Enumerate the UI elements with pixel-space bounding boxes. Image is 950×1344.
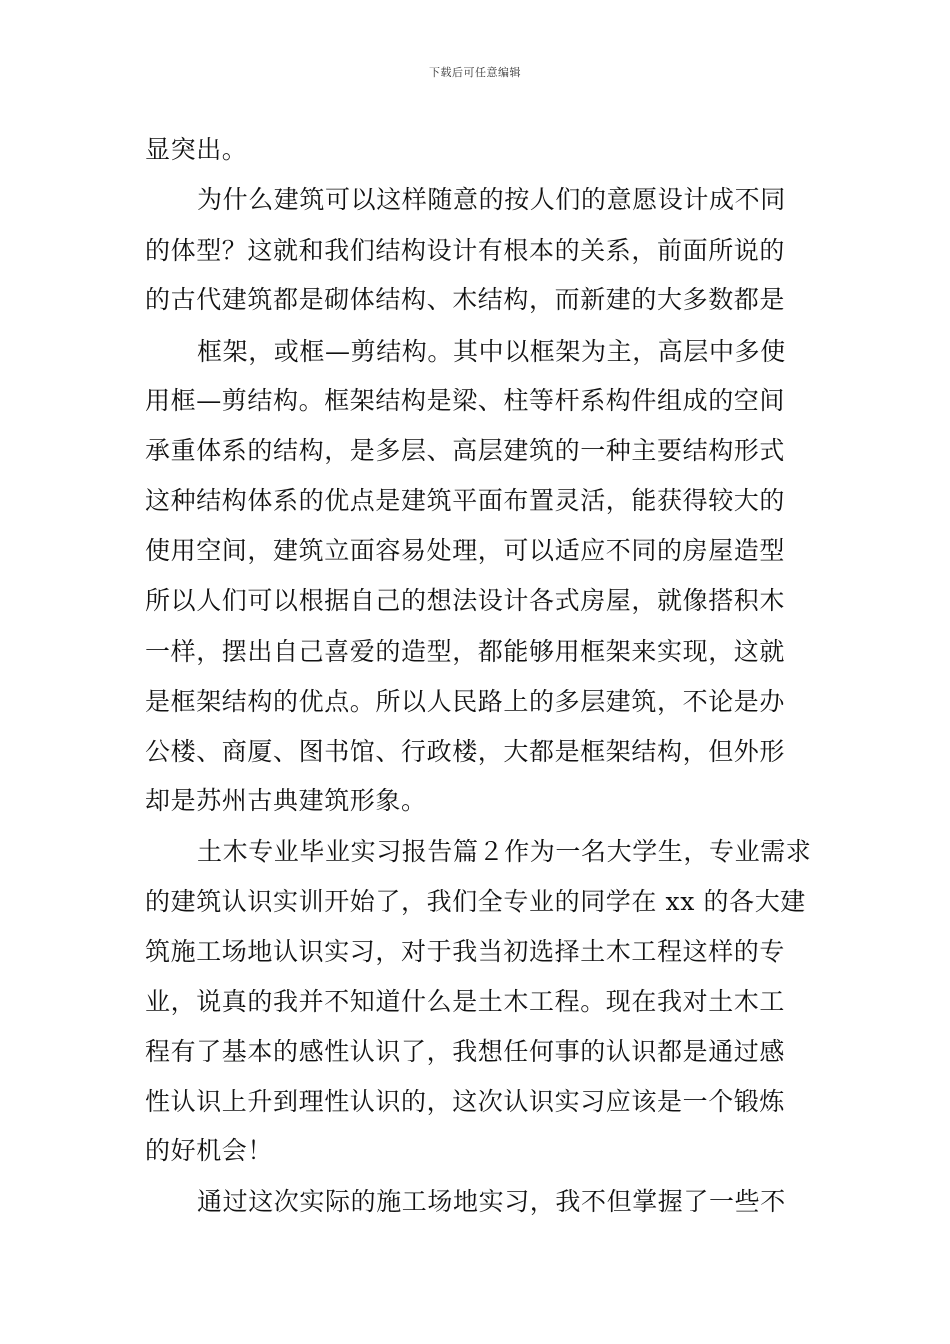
- page-header: 下载后可任意编辑: [429, 66, 521, 79]
- body-line: 使用空间，建筑立面容易处理，可以适应不同的房屋造型: [145, 536, 786, 565]
- body-line: 显突出。: [145, 135, 248, 164]
- body-line: 却是苏州古典建筑形象。: [145, 786, 427, 815]
- body-line: 程有了基本的感性认识了，我想任何事的认识都是通过感: [145, 1037, 786, 1066]
- body-line: 通过这次实际的施工场地实习，我不但掌握了一些不: [197, 1187, 786, 1216]
- body-line: 土木专业毕业实习报告篇２作为一名大学生，专业需求: [197, 837, 812, 866]
- body-line: 的好机会！: [145, 1136, 274, 1165]
- body-line: 公楼、商厦、图书馆、行政楼，大都是框架结构，但外形: [145, 737, 786, 766]
- body-line: 用框—剪结构。框架结构是梁、柱等杆系构件组成的空间: [145, 386, 786, 415]
- body-line: 业，说真的我并不知道什么是土木工程。现在我对土木工: [145, 987, 786, 1016]
- body-line: 所以人们可以根据自己的想法设计各式房屋，就像搭积木: [145, 586, 786, 615]
- body-line: 是框架结构的优点。所以人民路上的多层建筑，不论是办: [145, 687, 786, 716]
- body-line: 为什么建筑可以这样随意的按人们的意愿设计成不同: [197, 185, 786, 214]
- body-line: 性认识上升到理性认识的，这次认识实习应该是一个锻炼: [145, 1087, 786, 1116]
- body-line: 一样，摆出自己喜爱的造型，都能够用框架来实现，这就: [145, 637, 786, 666]
- body-line: 承重体系的结构，是多层、高层建筑的一种主要结构形式: [145, 436, 786, 465]
- body-line: 的建筑认识实训开始了，我们全专业的同学在 xx 的各大建: [145, 887, 806, 916]
- body-line: 这种结构体系的优点是建筑平面布置灵活，能获得较大的: [145, 486, 786, 515]
- body-line: 筑施工场地认识实习，对于我当初选择土木工程这样的专: [145, 937, 786, 966]
- body-line: 框架，或框—剪结构。其中以框架为主，高层中多使: [197, 337, 786, 366]
- body-line: 的古代建筑都是砌体结构、木结构，而新建的大多数都是: [145, 285, 786, 314]
- body-line: 的体型？这就和我们结构设计有根本的关系，前面所说的: [145, 236, 786, 265]
